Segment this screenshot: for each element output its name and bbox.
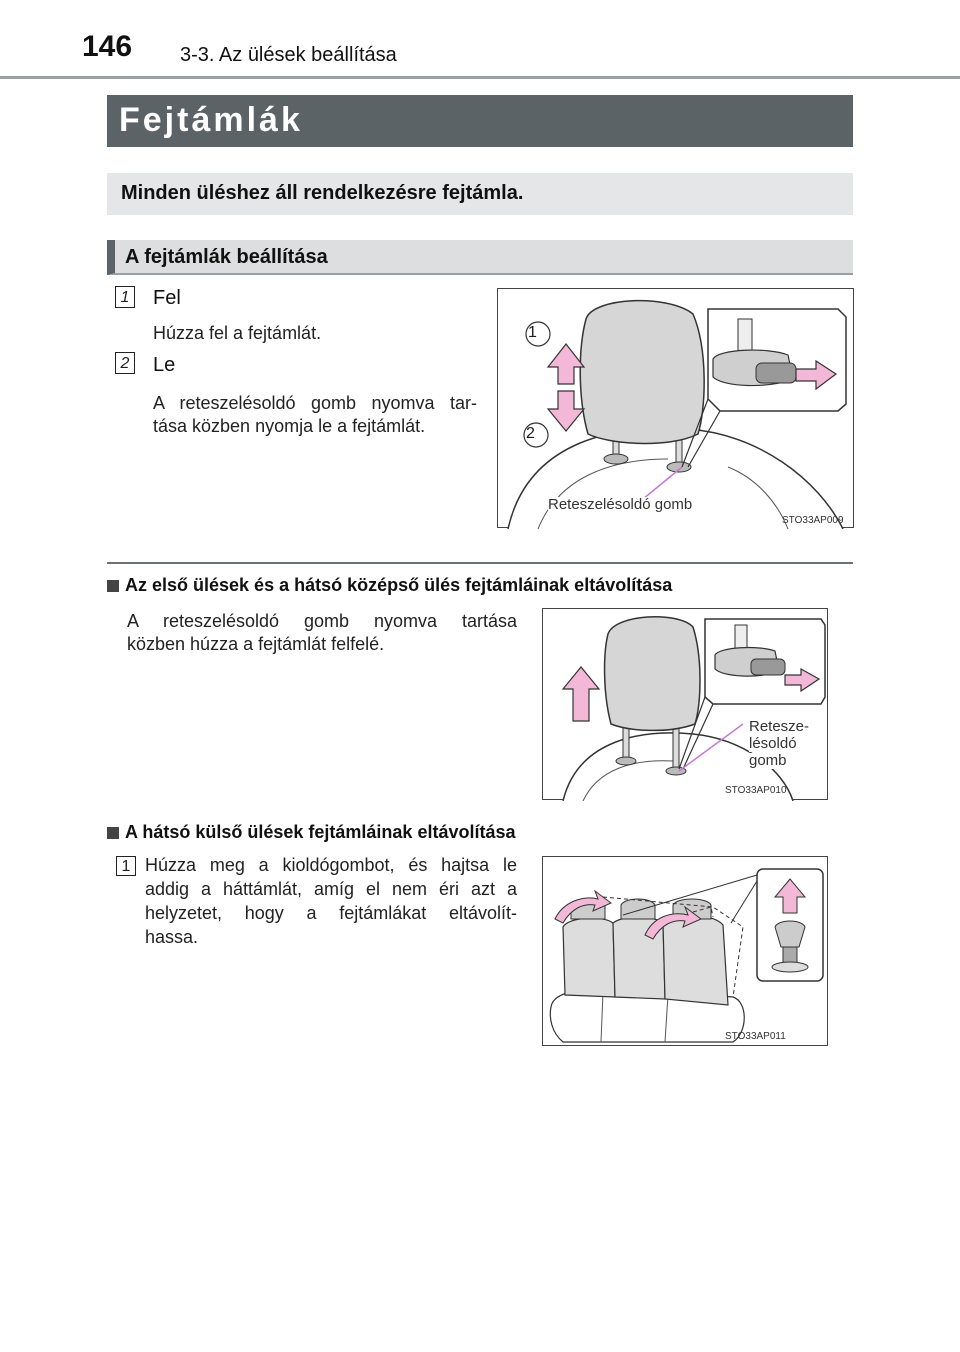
release-button-callout-line1: Retesze-	[749, 718, 810, 735]
subsection-title: A fejtámlák beállítása	[125, 246, 328, 268]
step-heading-down: Le	[153, 354, 176, 376]
removal-rear-text-line2: addig a háttámlát, amíg el nem éri azt a	[145, 879, 517, 899]
header-rule	[0, 76, 960, 79]
section-title: 3-3. Az ülések beállítása	[180, 44, 397, 66]
removal-rear-heading-text: A hátsó külső ülések fejtámláinak eltávolítása	[125, 822, 516, 842]
release-button-callout-line3: gomb	[749, 752, 787, 769]
figure-code: STO33AP009	[782, 515, 844, 526]
release-button-callout-line2: lésoldó	[749, 735, 797, 752]
headrest-remove-front-illustration	[543, 609, 829, 801]
removal-front-text-line2: közben húzza a fejtámlát felfelé.	[127, 634, 385, 654]
title-bar	[107, 95, 853, 147]
figure-label-1: 1	[528, 324, 537, 341]
removal-rear-text-line4: hassa.	[145, 927, 199, 947]
figure-code: STO33AP011	[725, 1031, 786, 1042]
removal-front-text-line1: A reteszelésoldó gomb nyomva tartása	[127, 611, 517, 631]
step-heading-up: Fel	[153, 287, 181, 309]
subsection-bar	[107, 240, 853, 275]
headrest-adjust-illustration	[498, 289, 855, 529]
bullet-square-icon	[107, 827, 119, 839]
removal-rear-heading	[107, 822, 516, 843]
figure-label-2: 2	[526, 425, 535, 442]
step-text-up: Húzza fel a fejtámlát.	[153, 323, 322, 343]
page-title: Fejtámlák	[119, 101, 303, 139]
removal-front-heading	[107, 575, 672, 596]
section-divider	[107, 562, 853, 564]
figure-rear-seats	[542, 856, 828, 1046]
removal-front-heading-text: Az első ülések és a hátsó középső ülés fejtámláinak eltávolítása	[125, 575, 673, 595]
removal-rear-text-line1: Húzza meg a kioldógombot, és hajtsa le	[145, 855, 517, 875]
intro-text: Minden üléshez áll rendelkezésre fejtámla.	[121, 182, 524, 204]
intro-box	[107, 173, 853, 215]
step-text-down-line1: A reteszelésoldó gomb nyomva tar-	[153, 393, 477, 413]
step-number-2: 2	[115, 352, 135, 374]
page-number: 146	[82, 30, 133, 63]
bullet-square-icon	[107, 580, 119, 592]
figure-headrest-adjust	[497, 288, 854, 528]
release-button-callout: Reteszelésoldó gomb	[548, 496, 693, 513]
figure-headrest-remove-front	[542, 608, 828, 800]
step-text-down-line2: tása közben nyomja le a fejtámlát.	[153, 416, 426, 436]
rear-seats-illustration	[543, 857, 829, 1047]
step-number-1: 1	[115, 286, 135, 308]
step-number-rear-1: 1	[116, 856, 136, 876]
figure-code: STO33AP010	[725, 785, 787, 796]
removal-rear-text-line3: helyzetet, hogy a fejtámlákat eltávolít-	[145, 903, 517, 923]
